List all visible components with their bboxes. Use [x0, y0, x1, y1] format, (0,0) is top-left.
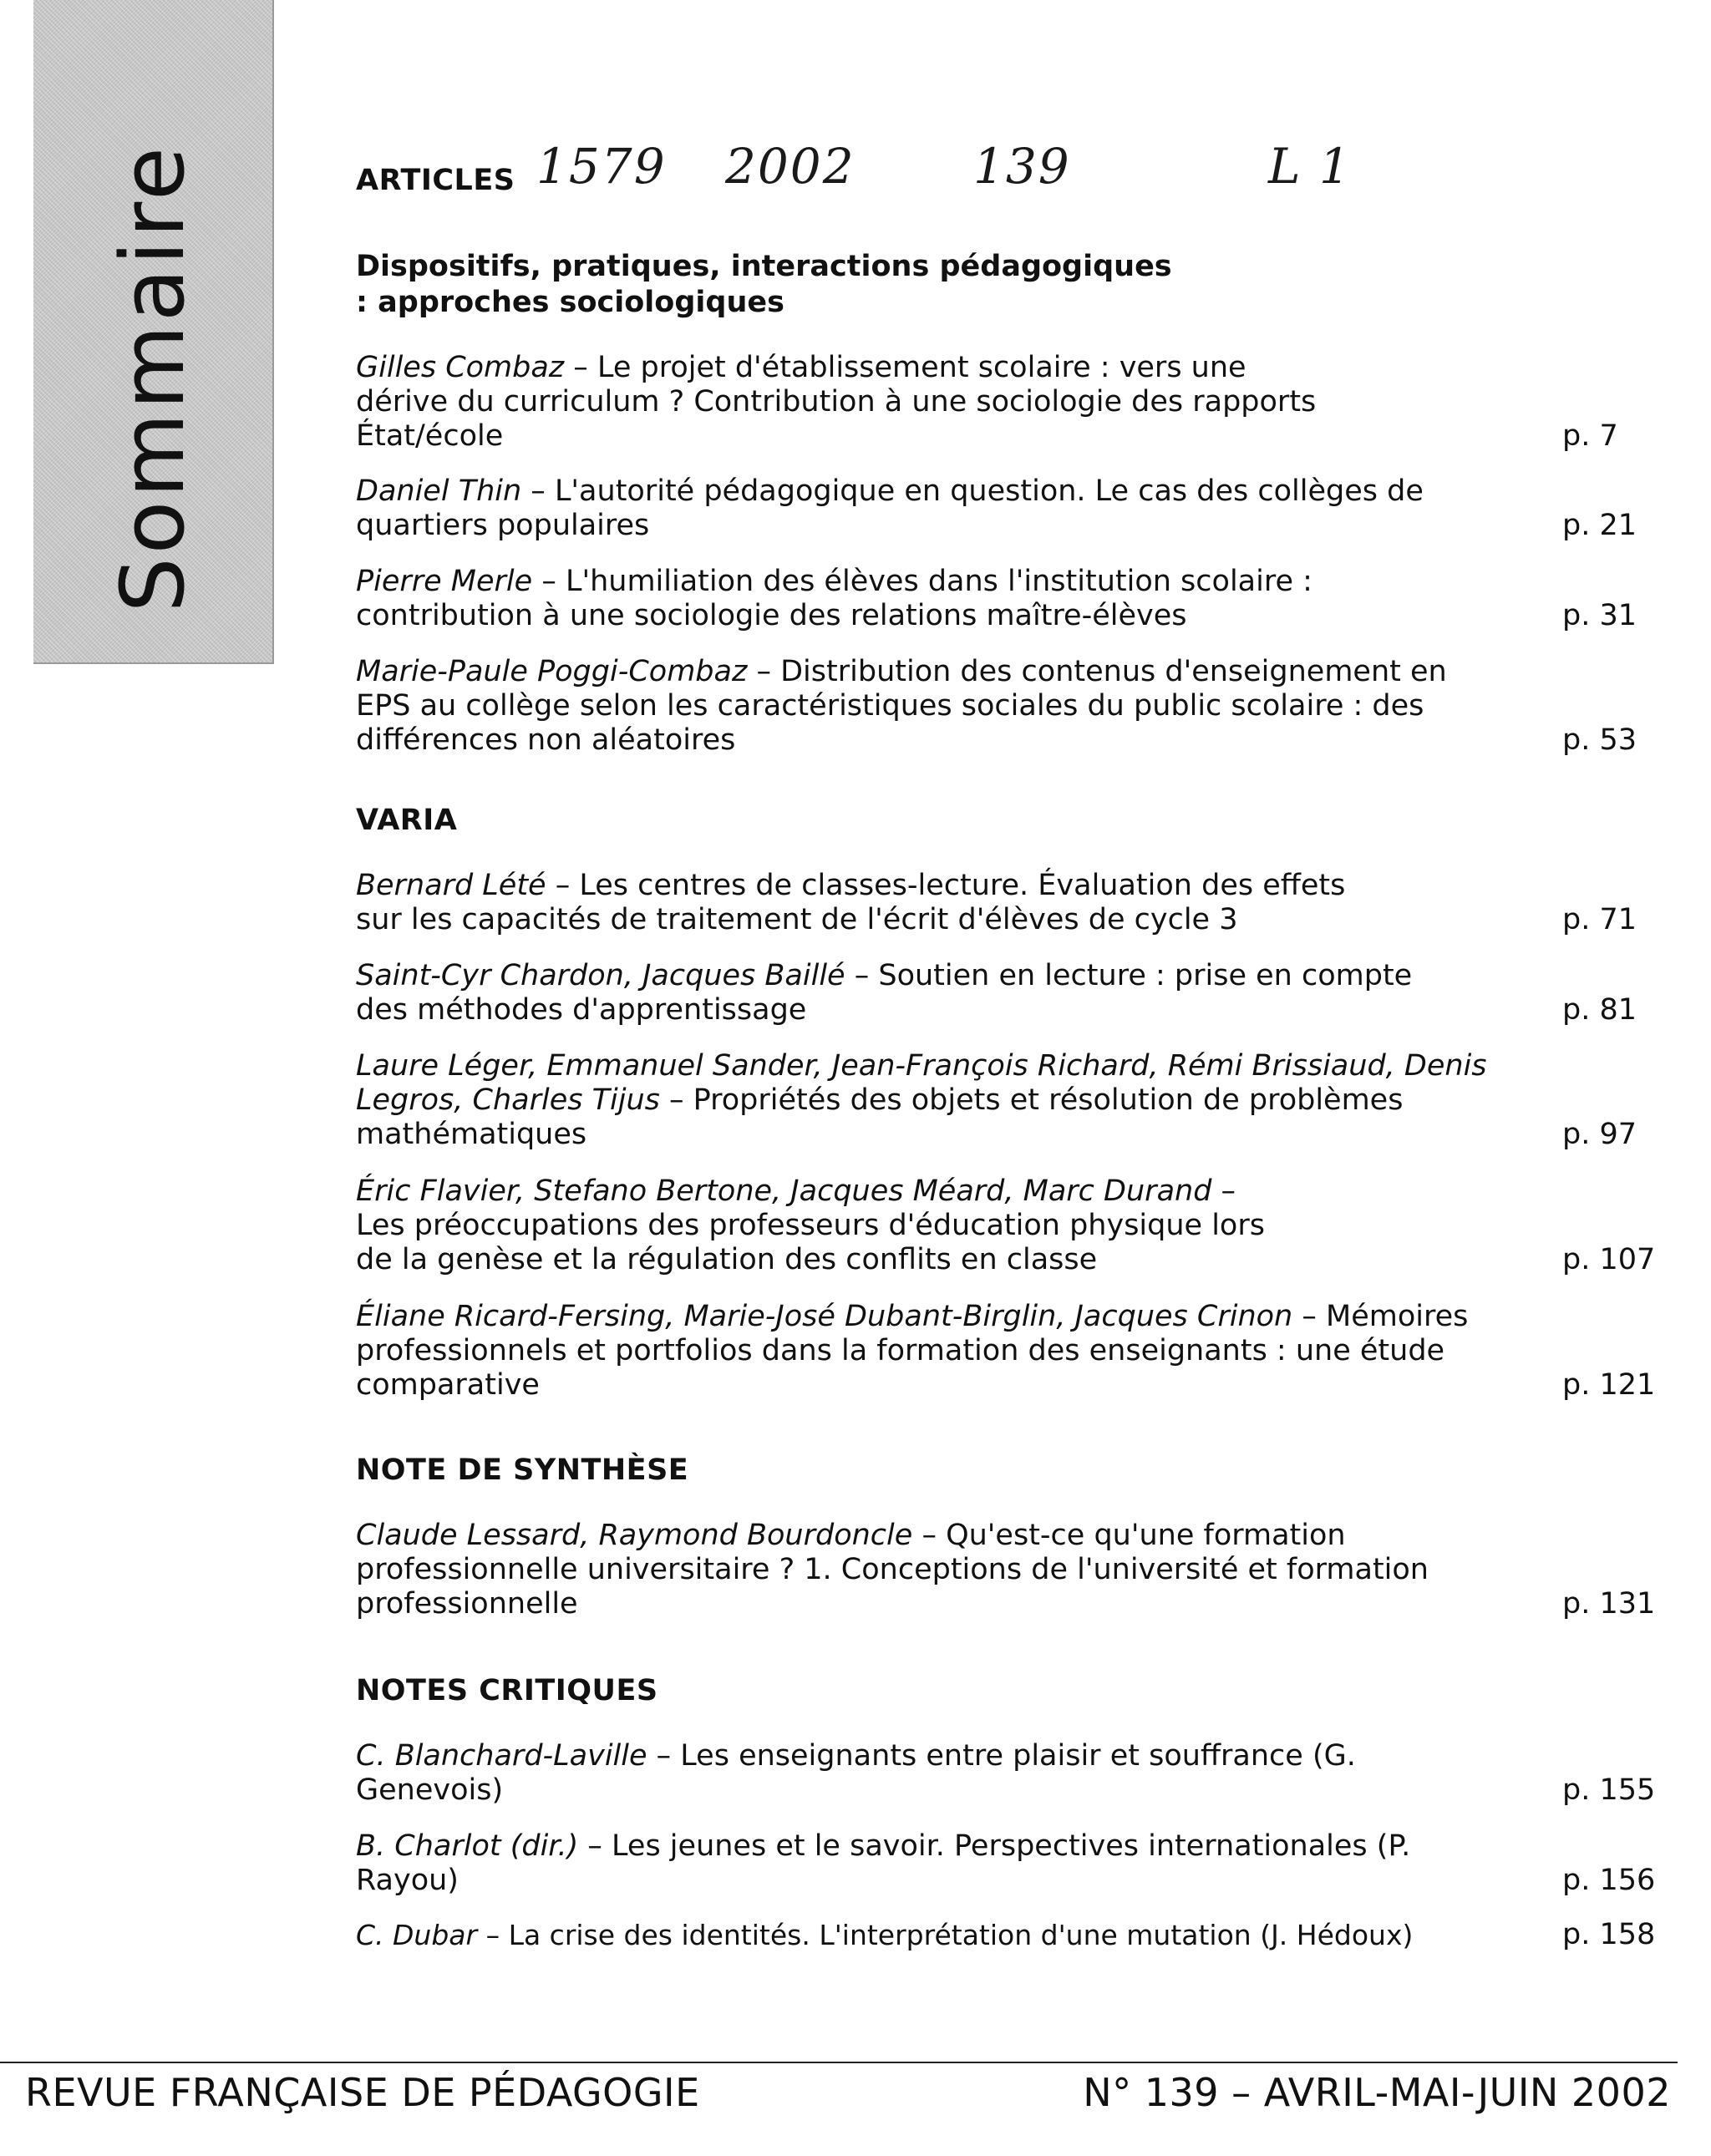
entry-page: p. 131: [1562, 1587, 1656, 1621]
entry-author: Laure Léger, Emmanuel Sander, Jean-François Richard, Rémi Brissiaud, Denis Legros, Charles Tijus: [356, 1049, 1487, 1117]
entry-title: L'autorité pédagogique en question. Le cas des collèges de quartiers populaires: [356, 474, 1424, 542]
toc-entry[interactable]: Éric Flavier, Stefano Bertone, Jacques Méard, Marc Durand – Les préoccupations des professeurs d'éducation physique lors de la genèse et la régulation des conflits en classe p. 107: [356, 1174, 1656, 1276]
entry-author: Marie-Paule Poggi-Combaz: [356, 655, 748, 688]
handwritten-note-2: 2002: [725, 138, 856, 195]
entry-author: B. Charlot (dir.): [356, 1829, 579, 1863]
entry-page: p. 31: [1562, 599, 1637, 632]
entry-page: p. 158: [1562, 1918, 1656, 1951]
journal-name: REVUE FRANÇAISE DE PÉDAGOGIE: [25, 2070, 700, 2115]
entry-page: p. 21: [1562, 509, 1637, 542]
entry-title: Les jeunes et le savoir. Perspectives internationales (P. Rayou): [356, 1829, 1411, 1897]
synthese-heading: NOTE DE SYNTHÈSE: [356, 1453, 689, 1487]
toc-entry[interactable]: Éliane Ricard-Fersing, Marie-José Dubant-Birglin, Jacques Crinon – Mémoires professionnels et portfolios dans la formation des enseignants : une étude comparative p. 121: [356, 1300, 1656, 1402]
entry-page: p. 155: [1562, 1773, 1656, 1807]
entry-page: p. 156: [1562, 1864, 1656, 1897]
articles-heading: ARTICLES: [356, 164, 515, 197]
articles-theme: Dispositifs, pratiques, interactions pédagogiques : approches sociologiques: [356, 250, 1172, 319]
toc-entry[interactable]: Claude Lessard, Raymond Bourdoncle – Qu'est-ce qu'une formation professionnelle universitaire ? 1. Conceptions de l'université et formation professionnelle p. 131: [356, 1519, 1656, 1621]
entry-title: Propriétés des objets et résolution de problèmes mathématiques: [356, 1083, 1404, 1151]
entry-title: Les enseignants entre plaisir et souffrance (G. Genevois): [356, 1739, 1356, 1807]
entry-title: Distribution des contenus d'enseignement en EPS au collège selon les caractéristiques sociales du public scolaire : des différences non aléatoires: [356, 655, 1447, 757]
handwritten-note-4: L 1: [1268, 138, 1352, 195]
entry-page: p. 81: [1562, 993, 1637, 1027]
entry-page: p. 53: [1562, 723, 1637, 757]
entry-page: p. 71: [1562, 903, 1637, 936]
toc-entry[interactable]: C. Dubar – La crise des identités. L'interprétation d'une mutation (J. Hédoux) p. 158: [356, 1918, 1656, 1951]
toc-entry[interactable]: Laure Léger, Emmanuel Sander, Jean-François Richard, Rémi Brissiaud, Denis Legros, Charles Tijus – Propriétés des objets et résolution de problèmes mathématiques p. 97: [356, 1049, 1637, 1151]
toc-entry[interactable]: C. Blanchard-Laville – Les enseignants entre plaisir et souffrance (G. Genevois) p. 155: [356, 1739, 1656, 1807]
entry-title: Les préoccupations des professeurs d'éducation physique lors de la genèse et la régulation des conflits en classe: [356, 1209, 1265, 1276]
entry-page: p. 7: [1562, 419, 1618, 453]
entry-title: L'humiliation des élèves dans l'institution scolaire : contribution à une sociologie des relations maître-élèves: [356, 565, 1312, 632]
toc-entry[interactable]: B. Charlot (dir.) – Les jeunes et le savoir. Perspectives internationales (P. Rayou) p. 156: [356, 1829, 1656, 1897]
entry-title: La crise des identités. L'interprétation d'une mutation (J. Hédoux): [508, 1919, 1414, 1951]
toc-entry[interactable]: Marie-Paule Poggi-Combaz – Distribution des contenus d'enseignement en EPS au collège selon les caractéristiques sociales du public scolaire : des différences non aléatoires p. 53: [356, 655, 1637, 757]
entry-author: Daniel Thin: [356, 474, 522, 508]
entry-page: p. 107: [1562, 1243, 1656, 1276]
entry-author: Claude Lessard, Raymond Bourdoncle: [356, 1519, 913, 1552]
varia-heading: VARIA: [356, 804, 458, 837]
toc-entry[interactable]: Gilles Combaz – Le projet d'établissement scolaire : vers une dérive du curriculum ? Contribution à une sociologie des rapports État/école p. 7: [356, 351, 1618, 453]
critiques-heading: NOTES CRITIQUES: [356, 1674, 658, 1707]
entry-author: Éric Flavier, Stefano Bertone, Jacques Méard, Marc Durand: [356, 1174, 1212, 1208]
sidebar-title: Sommaire: [102, 144, 204, 613]
handwritten-note-1: 1579: [536, 138, 667, 195]
entry-author: C. Dubar: [356, 1919, 478, 1951]
handwritten-note-3: 139: [973, 138, 1071, 195]
toc-entry[interactable]: Pierre Merle – L'humiliation des élèves dans l'institution scolaire : contribution à une sociologie des relations maître-élèves p. 31: [356, 565, 1637, 632]
entry-title: Les centres de classes-lecture. Évaluation des effets sur les capacités de traitement de l'écrit d'élèves de cycle 3: [356, 869, 1346, 936]
entry-author: Éliane Ricard-Fersing, Marie-José Dubant-Birglin, Jacques Crinon: [356, 1300, 1293, 1333]
toc-entry[interactable]: Daniel Thin – L'autorité pédagogique en question. Le cas des collèges de quartiers populaires p. 21: [356, 474, 1637, 542]
entry-page: p. 121: [1562, 1368, 1656, 1402]
entry-page: p. 97: [1562, 1118, 1637, 1151]
entry-author: Pierre Merle: [356, 565, 533, 598]
toc-entry[interactable]: Saint-Cyr Chardon, Jacques Baillé – Soutien en lecture : prise en compte des méthodes d'apprentissage p. 81: [356, 959, 1637, 1027]
entry-title: Le projet d'établissement scolaire : vers une dérive du curriculum ? Contribution à une sociologie des rapports État/école: [356, 351, 1317, 453]
entry-author: Gilles Combaz: [356, 351, 565, 384]
toc-entry[interactable]: Bernard Lété – Les centres de classes-lecture. Évaluation des effets sur les capacités de traitement de l'écrit d'élèves de cycle 3 p. 71: [356, 869, 1637, 936]
sidebar-tab: [33, 0, 274, 664]
entry-author: Saint-Cyr Chardon, Jacques Baillé: [356, 959, 845, 992]
entry-title: Mémoires professionnels et portfolios dans la formation des enseignants : une étude comparative: [356, 1300, 1469, 1402]
footer-rule: [0, 2062, 1678, 2063]
entry-author: Bernard Lété: [356, 869, 546, 902]
entry-title: Soutien en lecture : prise en compte des méthodes d'apprentissage: [356, 959, 1413, 1027]
entry-title: Qu'est-ce qu'une formation professionnelle universitaire ? 1. Conceptions de l'université et formation professionnelle: [356, 1519, 1429, 1621]
entry-author: C. Blanchard-Laville: [356, 1739, 647, 1773]
issue-info: N° 139 – AVRIL-MAI-JUIN 2002: [1083, 2070, 1671, 2115]
